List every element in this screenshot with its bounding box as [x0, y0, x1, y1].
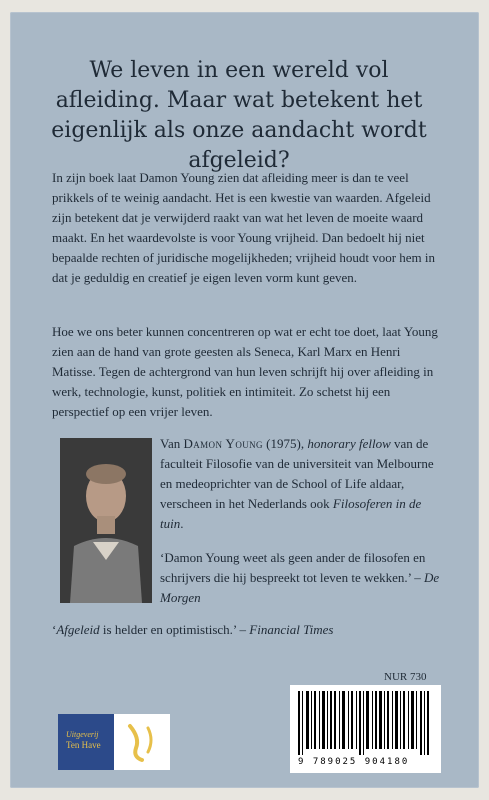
quote-2-text: is helder en optimistisch.’ –: [99, 622, 250, 637]
description-paragraph-2: Hoe we ons beter kunnen concentreren op wat er echt toe doet, laat Young zien aan de hand van grote geesten als Seneca, Karl Marx en Henri Matisse. Tegen de achtergrond van hun leven schrijft hij over afleiding in werk, technologie, kunst, politiek en intimiteit. Zo schetst hij een perspectief op een vrijer leven.: [52, 324, 438, 419]
bio-prefix: Van: [160, 436, 184, 451]
bio-text: van de faculteit Filosofie van de universiteit van Melbourne en medeoprichter van de School of Life aldaar, verscheen in het Nederlands ook: [160, 436, 434, 511]
nur-code: NUR 730: [384, 671, 427, 683]
author-year: (1975),: [262, 436, 308, 451]
quote-1-text: ‘Damon Young weet als geen ander de filosofen en schrijvers die hij bespreekt tot leven te wekken.’ –: [160, 550, 426, 585]
author-portrait-image: [60, 438, 152, 603]
press-quote-1: [160, 548, 440, 608]
barcode-icon: [296, 691, 435, 755]
publisher-name: Ten Have: [66, 740, 101, 750]
author-title: honorary fellow: [307, 436, 391, 451]
bio-end: .: [180, 516, 184, 531]
description-paragraph-1: In zijn boek laat Damon Young zien dat afleiding meer is dan te veel prikkels of te weinig aandacht. Het is een kwestie van waarden. Afgeleid zijn betekent dat je verwijderd raakt van wat het leven de moeite waard maakt. En het waardevolste is voor Young vrijheid. Dan bedoelt hij niet bepaalde rechten of juridische mogelijkheden; vrijheid houdt voor hem in dat je geduldig en creatief je eigen leven vorm kunt geven.: [52, 170, 436, 285]
isbn-barcode: [290, 685, 441, 773]
publisher-emblem: [114, 714, 170, 770]
quote-2-source: Financial Times: [249, 622, 334, 637]
press-quote-2: [52, 620, 452, 640]
isbn-number: 9 789025 904180: [298, 757, 410, 767]
quote-2-book-title: Afgeleid: [56, 622, 100, 637]
other-book-title: Filosoferen in de tuin: [160, 496, 422, 531]
quote-1-source: De Morgen: [160, 570, 440, 605]
author-name: Damon Young: [183, 436, 263, 451]
quote-2-open: ‘: [52, 622, 57, 637]
publisher-mark-icon: [114, 714, 170, 770]
author-photo: [60, 438, 152, 603]
headline: We leven in een wereld vol afleiding. Maar wat betekent het eigenlijk als onze aandacht wordt afgeleid?: [51, 58, 427, 173]
publisher-logo: [58, 714, 114, 770]
publisher-label: Uitgeverij: [66, 730, 99, 739]
author-bio: [160, 434, 440, 534]
